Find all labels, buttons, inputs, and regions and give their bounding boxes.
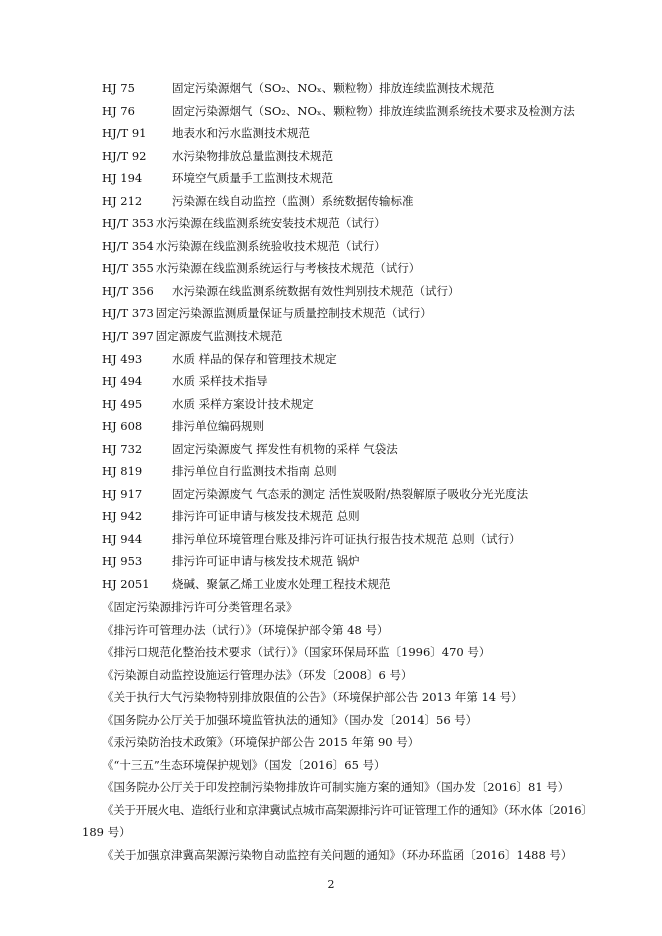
standard-row xyxy=(102,505,602,528)
standard-code: HJ 819 xyxy=(102,464,143,479)
standard-title: 水污染源在线监测系统验收技术规范（试行） xyxy=(155,238,386,253)
standard-row xyxy=(102,573,602,596)
standard-code: HJ 493 xyxy=(102,351,143,366)
standard-row xyxy=(102,415,602,438)
standard-title: 地表水和污水监测技术规范 xyxy=(172,126,310,141)
standard-title: 水质 样品的保存和管理技术规定 xyxy=(172,351,337,366)
standards-list xyxy=(102,77,602,596)
standard-title: 固定污染源监测质量保证与质量控制技术规范（试行） xyxy=(155,306,432,321)
document-reference: 《固定污染源排污许可分类管理名录》 xyxy=(102,600,298,614)
standard-row xyxy=(102,190,602,213)
standard-title: 排污许可证申请与核发技术规范 锅炉 xyxy=(172,554,360,569)
standard-title: 水质 采样技术指导 xyxy=(172,374,268,389)
page-number: 2 xyxy=(327,878,335,891)
standard-title: 固定污染源烟气（SO₂、NOₓ、颗粒物）排放连续监测技术规范 xyxy=(172,81,495,95)
standard-code: HJ/T 397 xyxy=(102,329,154,344)
document-reference: 《汞污染防治技术政策》（环境保护部公告 2015 年第 90 号） xyxy=(102,735,420,750)
standard-code: HJ 495 xyxy=(102,396,143,411)
standard-code: HJ 2051 xyxy=(102,577,150,592)
document-reference: 《关于执行大气污染物特别排放限值的公告》（环境保护部公告 2013 年第 14 号） xyxy=(102,690,523,705)
standard-code: HJ 953 xyxy=(102,554,143,569)
standard-row xyxy=(102,393,602,416)
standard-title: 固定污染源废气 气态汞的测定 活性炭吸附/热裂解原子吸收分光光度法 xyxy=(172,486,529,501)
document-reference: 《关于加强京津冀高架源污染物自动监控有关问题的通知》（环办环监函〔2016〕1488 号） xyxy=(102,848,573,863)
standard-title: 烧碱、聚氯乙烯工业废水处理工程技术规范 xyxy=(172,577,391,592)
standard-title: 排污许可证申请与核发技术规范 总则 xyxy=(172,509,360,524)
standard-code: HJ 76 xyxy=(102,103,135,118)
document-reference-line: 189 号） xyxy=(82,825,131,840)
standard-title: 固定污染源废气 挥发性有机物的采样 气袋法 xyxy=(172,441,398,456)
standard-code: HJ 917 xyxy=(102,486,143,501)
standard-title: 固定污染源烟气（SO₂、NOₓ、颗粒物）排放连续监测系统技术要求及检测方法 xyxy=(172,103,575,118)
standard-code: HJ 944 xyxy=(102,531,143,546)
documents-list xyxy=(82,596,602,867)
document-reference: 《排污许可管理办法（试行）》（环境保护部令第 48 号） xyxy=(102,622,389,637)
document-reference: 《污染源自动监控设施运行管理办法》（环发〔2008〕6 号） xyxy=(102,667,413,682)
standard-code: HJ 212 xyxy=(102,193,143,208)
standard-row xyxy=(102,528,602,551)
document-reference: 《国务院办公厅关于加强环境监管执法的通知》（国办发〔2014〕56 号） xyxy=(102,712,478,727)
standard-row xyxy=(102,550,602,573)
standard-title: 水污染源在线监测系统数据有效性判别技术规范（试行） xyxy=(172,283,460,298)
standard-row xyxy=(102,167,602,190)
standard-code: HJ/T 354 xyxy=(102,238,154,253)
standard-row xyxy=(102,235,602,258)
standard-title: 污染源在线自动监控（监测）系统数据传输标准 xyxy=(172,193,414,208)
standard-code: HJ 732 xyxy=(102,441,143,456)
standard-row xyxy=(102,348,602,371)
standard-title: 排污单位编码规则 xyxy=(172,419,264,434)
standard-title: 排污单位环境管理台账及排污许可证执行报告技术规范 总则（试行） xyxy=(172,531,521,546)
standard-title: 水污染物排放总量监测技术规范 xyxy=(172,148,333,163)
document-reference-line: 《关于开展火电、造纸行业和京津冀试点城市高架源排污许可证管理工作的通知》（环水体〔2016〕 xyxy=(102,802,593,817)
standard-row xyxy=(102,438,602,461)
standard-code: HJ 194 xyxy=(102,171,143,186)
standard-code: HJ/T 355 xyxy=(102,261,154,276)
standard-code: HJ/T 356 xyxy=(102,283,154,298)
standard-title: 水污染源在线监测系统安装技术规范（试行） xyxy=(155,216,386,231)
standard-row xyxy=(102,77,602,100)
standard-row xyxy=(102,145,602,168)
standard-row xyxy=(102,325,602,348)
document-reference: 《排污口规范化整治技术要求（试行）》（国家环保局环监〔1996〕470 号） xyxy=(102,645,491,660)
standard-title: 水质 采样方案设计技术规定 xyxy=(172,396,314,411)
standard-row xyxy=(102,280,602,303)
standard-row xyxy=(102,302,602,325)
standard-code: HJ 494 xyxy=(102,374,143,389)
document-reference: 《国务院办公厅关于印发控制污染物排放许可制实施方案的通知》（国办发〔2016〕81 号） xyxy=(102,780,570,795)
standard-code: HJ 75 xyxy=(102,81,135,95)
standard-code: HJ 942 xyxy=(102,509,143,524)
standard-title: 环境空气质量手工监测技术规范 xyxy=(172,171,333,186)
document-reference: 《“十三五”生态环境保护规划》（国发〔2016〕65 号） xyxy=(102,757,386,772)
standard-code: HJ/T 373 xyxy=(102,306,154,321)
standard-code: HJ/T 353 xyxy=(102,216,154,231)
standard-row xyxy=(102,212,602,235)
standard-title: 固定源废气监测技术规范 xyxy=(155,329,283,344)
standard-row xyxy=(102,257,602,280)
standard-code: HJ/T 91 xyxy=(102,126,147,141)
document-reference xyxy=(82,799,602,844)
standard-row xyxy=(102,122,602,145)
standard-title: 水污染源在线监测系统运行与考核技术规范（试行） xyxy=(155,261,421,276)
standard-row xyxy=(102,460,602,483)
standard-row xyxy=(102,100,602,123)
standard-title: 排污单位自行监测技术指南 总则 xyxy=(172,464,337,479)
standard-code: HJ 608 xyxy=(102,419,143,434)
standard-row xyxy=(102,483,602,506)
standard-row xyxy=(102,370,602,393)
standard-code: HJ/T 92 xyxy=(102,148,147,163)
